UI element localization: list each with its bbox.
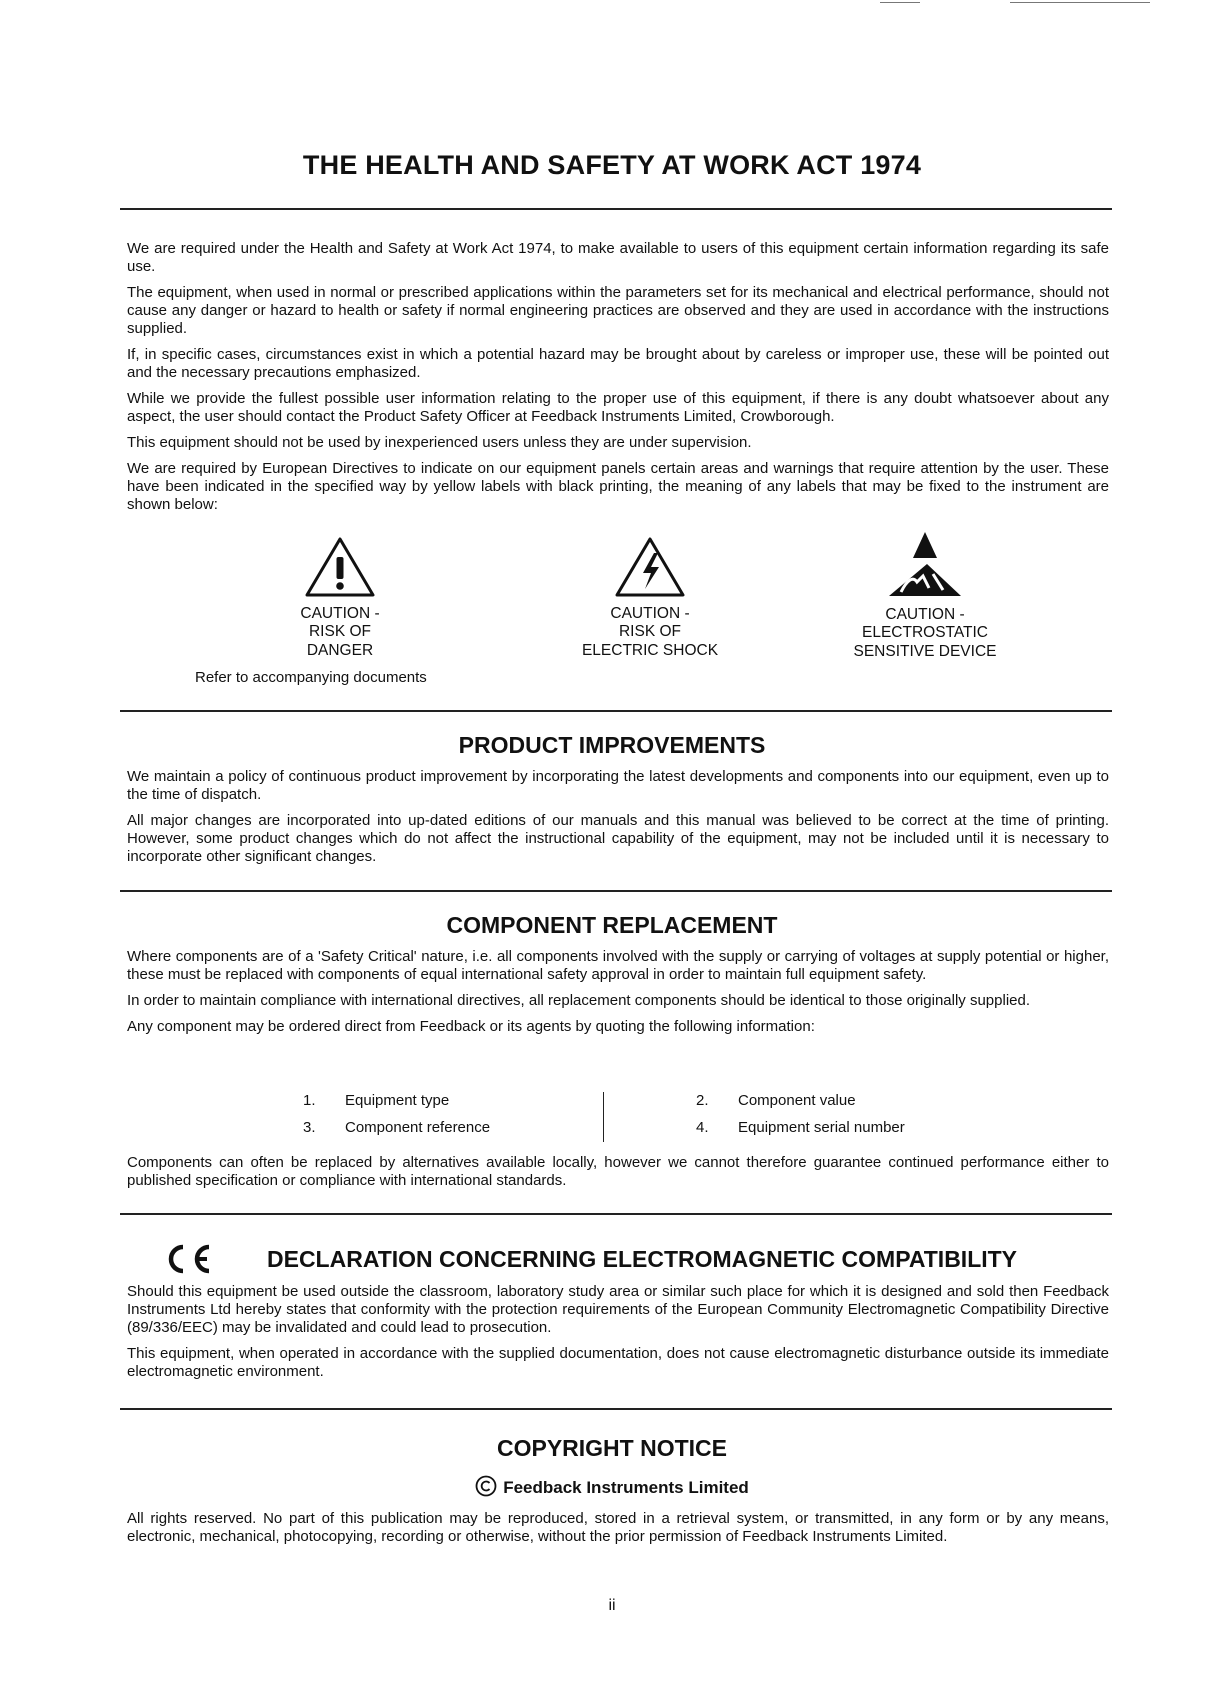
section-divider (120, 208, 1112, 210)
paragraph: All rights reserved. No part of this publication may be reproduced, stored in a retrieval system, or transmitted, in any form or by any means, electronic, mechanical, photocopying, recording or otherwise, without the prior permission of Feedback Instruments Limited. (127, 1510, 1109, 1545)
copyright-section (127, 1510, 1109, 1554)
intro-paragraph: We are required by European Directives to indicate on our equipment panels certain areas and warnings that require attention by the user. These have been indicated in the specified way by yellow labels with black printing, the meaning of any labels that may be fixed to the instrument are shown below: (127, 460, 1109, 513)
caution-danger-icon (304, 535, 376, 599)
list-text: Equipment serial number (738, 1119, 905, 1136)
list-number: 2. (696, 1092, 709, 1109)
scan-artifact-mark (1010, 2, 1150, 3)
component-replacement-heading: COMPONENT REPLACEMENT (446, 912, 778, 938)
warning-danger (265, 535, 415, 660)
warning-label: CAUTION - RISK OF ELECTRIC SHOCK (581, 604, 719, 659)
list-divider (603, 1092, 604, 1142)
list-number: 1. (303, 1092, 316, 1109)
component-replacement-section (127, 948, 1109, 1044)
copyright-holder-line (0, 1475, 1224, 1498)
electrostatic-icon (883, 530, 967, 600)
list-text: Equipment type (345, 1092, 450, 1109)
paragraph: We maintain a policy of continuous product improvement by incorporating the latest developments and components into our equipment, even up to the time of dispatch. (127, 768, 1109, 803)
product-improvements-heading: PRODUCT IMPROVEMENTS (458, 732, 766, 758)
paragraph: This equipment, when operated in accordance with the supplied documentation, does not cause electromagnetic disturbance outside its immediate electromagnetic environment. (127, 1345, 1109, 1380)
warning-electrostatic (835, 530, 1015, 661)
intro-paragraph: The equipment, when used in normal or prescribed applications within the parameters set for its mechanical and electrical performance, should not cause any danger or hazard to health or safety if normal engineering practices are observed and they are used in accordance with the instructions supplied. (127, 284, 1109, 337)
paragraph: Should this equipment be used outside the classroom, laboratory study area or similar such place for which it is designed and sold then Feedback Instruments Ltd hereby states that conformity with the protection requirements of the European Community Electromagnetic Compatibility Directive (89/336/EEC) may be invalidated and could lead to prosecution. (127, 1283, 1109, 1336)
paragraph: All major changes are incorporated into up-dated editions of our manuals and this manual was believed to be correct at the time of printing. However, some product changes which do not affect the instructional capability of the equipment, may not be included until it is necessary to incorporate other significant changes. (127, 812, 1109, 865)
emc-section (127, 1283, 1109, 1389)
list-text: Component value (738, 1092, 856, 1109)
section-divider (120, 1213, 1112, 1215)
list-number: 3. (303, 1119, 316, 1136)
section-divider (120, 890, 1112, 892)
electric-shock-icon (614, 535, 686, 599)
component-closing (127, 1154, 1109, 1198)
paragraph: Components can often be replaced by alternatives available locally, however we cannot therefore guarantee continued performance either to published specification or compliance with international standards. (127, 1154, 1109, 1189)
page-number: ii (608, 1597, 616, 1614)
copyright-heading: COPYRIGHT NOTICE (496, 1435, 727, 1461)
intro-paragraph: We are required under the Health and Safety at Work Act 1974, to make available to users of this equipment certain information regarding its safe use. (127, 240, 1109, 275)
intro-section (127, 240, 1109, 522)
list-number: 4. (696, 1119, 709, 1136)
warning-label: CAUTION - ELECTROSTATIC SENSITIVE DEVICE (853, 605, 997, 660)
copyright-icon (475, 1475, 497, 1497)
paragraph: Where components are of a 'Safety Critical' nature, i.e. all components involved with the supply or carrying of voltages at supply potential or higher, these must be replaced with components of equal international safety approval in order to maintain full equipment safety. (127, 948, 1109, 983)
emc-heading-row (127, 1242, 1109, 1278)
section-divider (120, 1408, 1112, 1410)
paragraph: In order to maintain compliance with international directives, all replacement components should be identical to those originally supplied. (127, 992, 1031, 1009)
scan-artifact-mark (880, 2, 920, 3)
intro-paragraph: While we provide the fullest possible user information relating to the proper use of this equipment, if there is any doubt whatsoever about any aspect, the user should contact the Product Safety Officer at Feedback Instruments Limited, Crowborough. (127, 390, 1109, 425)
ce-mark-icon (161, 1242, 215, 1276)
paragraph: Any component may be ordered direct from Feedback or its agents by quoting the following information: (127, 1018, 815, 1035)
product-improvements-section (127, 768, 1109, 874)
section-divider (120, 710, 1112, 712)
warning-label: CAUTION - RISK OF DANGER (300, 604, 380, 659)
warning-electric-shock (565, 535, 735, 660)
intro-paragraph: This equipment should not be used by inexperienced users unless they are under supervision. (127, 434, 752, 451)
refer-note: Refer to accompanying documents (195, 669, 427, 686)
page-title: THE HEALTH AND SAFETY AT WORK ACT 1974 (302, 150, 922, 180)
list-text: Component reference (345, 1119, 491, 1136)
intro-paragraph: If, in specific cases, circumstances exist in which a potential hazard may be brought about by careless or improper use, these will be pointed out and the necessary precautions emphasized. (127, 346, 1109, 381)
copyright-holder: Feedback Instruments Limited (503, 1478, 749, 1497)
emc-heading: DECLARATION CONCERNING ELECTROMAGNETIC COMPATIBILITY (267, 1246, 1018, 1272)
